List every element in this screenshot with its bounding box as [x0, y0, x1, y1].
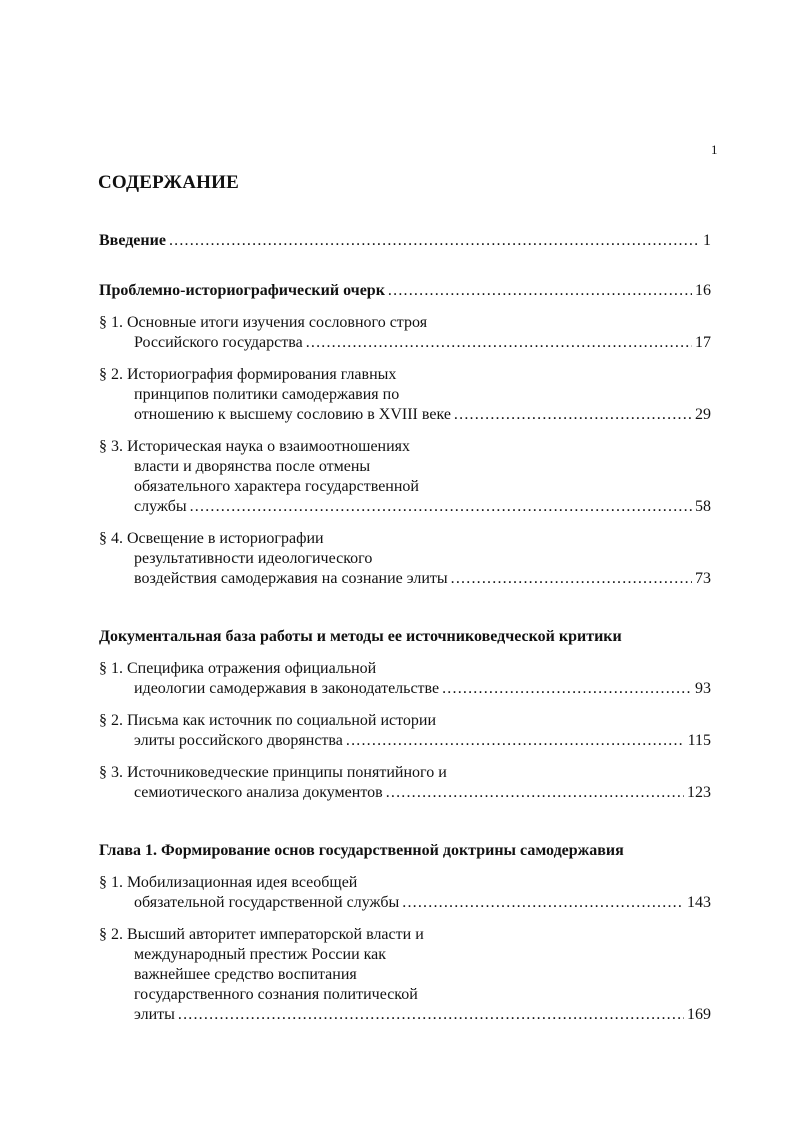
toc-entry-line: важнейшее средство воспитания — [134, 966, 357, 983]
toc-entry — [99, 925, 711, 1025]
dot-leader — [454, 405, 692, 425]
dot-leader — [169, 231, 700, 251]
dot-leader — [190, 497, 692, 517]
page-title: СОДЕРЖАНИЕ — [98, 172, 239, 193]
toc-entry-line: Российского государства — [134, 334, 303, 351]
dot-leader — [386, 783, 684, 803]
toc-entry — [99, 529, 711, 589]
toc-entry — [99, 659, 711, 699]
toc-entry-line: службы — [134, 498, 187, 515]
toc-section-heading: Проблемно-историографический очерк — [99, 282, 385, 299]
toc-page-number: 58 — [695, 498, 711, 515]
toc-entry-line: результативности идеологического — [134, 550, 373, 567]
toc-entry-line: § 4. Освещение в историографии — [99, 530, 324, 547]
toc-entry-line: § 2. Письма как источник по социальной истории — [99, 712, 437, 729]
toc-entry-line: воздействия самодержавия на сознание элиты — [134, 570, 448, 587]
toc-entry-line: § 2. Историография формирования главных — [99, 366, 397, 383]
toc-entry-line: власти и дворянства после отмены — [134, 458, 371, 475]
toc-entry-line: § 2. Высший авторитет императорской власти и — [99, 926, 424, 943]
toc-entry — [99, 313, 711, 353]
dot-leader — [402, 893, 684, 913]
toc-entry-line: § 1. Специфика отражения официальной — [99, 660, 377, 677]
toc-entry — [99, 711, 711, 751]
toc-page-number: 1 — [703, 232, 711, 249]
toc-page-number: 29 — [695, 406, 711, 423]
toc-chapter-heading: Глава 1. Формирование основ государственной доктрины самодержавия — [99, 842, 624, 859]
toc-entry — [99, 365, 711, 425]
toc-section-heading: Документальная база работы и методы ее источниковедческой критики — [99, 628, 622, 645]
toc-entry-line: идеологии самодержавия в законодательстве — [134, 680, 440, 697]
toc-entry-line: обязательного характера государственной — [134, 478, 419, 495]
toc-entry-line: § 3. Источниковедческие принципы понятийного и — [99, 764, 447, 781]
toc-entry-line: § 3. Историческая наука о взаимоотношениях — [99, 438, 411, 455]
toc-page-number: 143 — [687, 894, 711, 911]
dot-leader — [388, 281, 692, 301]
toc-page-number: 93 — [695, 680, 711, 697]
toc-page-number: 73 — [695, 570, 711, 587]
toc-page-number: 16 — [695, 282, 711, 299]
toc-entry-line: элиты российского дворянства — [134, 732, 343, 749]
dot-leader — [442, 679, 692, 699]
page-number: 1 — [711, 142, 718, 157]
toc-page-number: 115 — [687, 732, 711, 749]
toc-page-number: 123 — [687, 784, 711, 801]
toc-entry — [99, 437, 711, 517]
toc-entry — [99, 763, 711, 803]
toc-entry-line: элиты — [134, 1006, 175, 1023]
toc-entry — [99, 873, 711, 913]
toc-entry-introduction — [99, 231, 711, 251]
toc-entry-line: принципов политики самодержавия по — [134, 386, 400, 403]
dot-leader — [346, 731, 685, 751]
table-of-contents — [99, 231, 711, 1025]
toc-entry-line: отношению к высшему сословию в XVIII веке — [134, 406, 451, 423]
toc-entry-line: обязательной государственной службы — [134, 894, 400, 911]
toc-entry-line: § 1. Основные итоги изучения сословного строя — [99, 314, 428, 331]
dot-leader — [451, 569, 692, 589]
toc-entry-line: § 1. Мобилизационная идея всеобщей — [99, 874, 358, 891]
dot-leader — [306, 333, 692, 353]
toc-entry-line: государственного сознания политической — [134, 986, 418, 1003]
toc-entry-line: семиотического анализа документов — [134, 784, 383, 801]
toc-section-historiography — [99, 281, 711, 301]
toc-page-number: 169 — [687, 1006, 711, 1023]
dot-leader — [178, 1005, 684, 1025]
toc-entry-line: международный престиж России как — [134, 946, 387, 963]
toc-page-number: 17 — [695, 334, 711, 351]
toc-entry-label: Введение — [99, 232, 166, 249]
